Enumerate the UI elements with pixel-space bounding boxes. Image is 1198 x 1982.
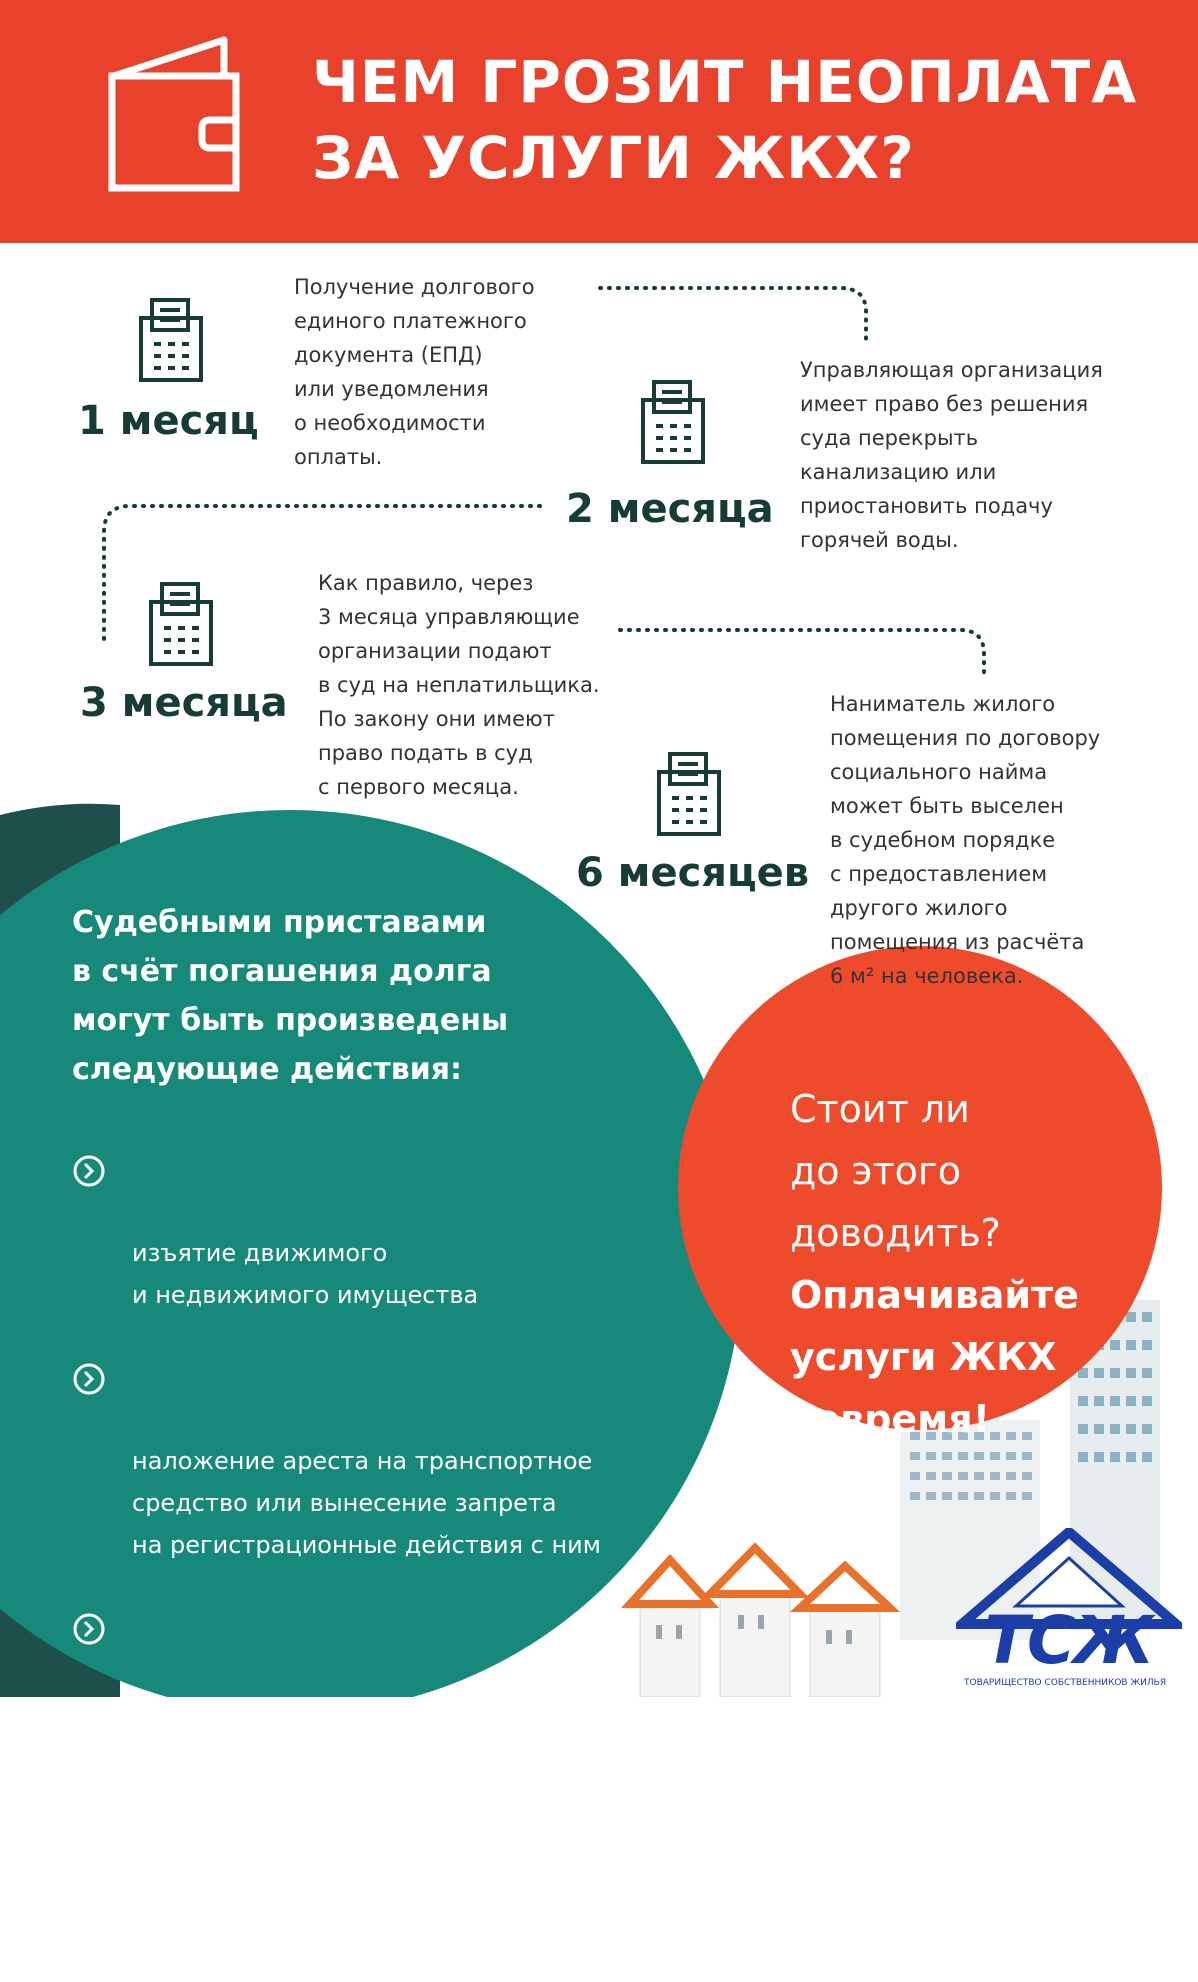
bailiff-action-text: в одностороннем порядке снятие денежных средств с банковских счетов xyxy=(132,1863,561,1975)
logo-text: ТСЖ xyxy=(984,1602,1153,1679)
period-1-month: 1 месяц xyxy=(78,398,259,444)
bailiff-action-item xyxy=(72,1772,712,1982)
cta-question: Стоит ли до этого доводить? xyxy=(790,1087,1001,1255)
document-icon xyxy=(148,582,214,668)
period-2-months: 2 месяца xyxy=(566,486,774,532)
logo-caption: ТОВАРИЩЕСТВО СОБСТВЕННИКОВ ЖИЛЬЯ xyxy=(964,1678,1167,1688)
cta-action: Оплачивайте услуги ЖКХ вовремя! xyxy=(790,1273,1079,1441)
period-3-description: Как правило, через 3 месяца управляющие организации подают в суд на неплатильщика. По закону они имеют право подать в суд с первого месяца. xyxy=(318,571,600,799)
document-icon xyxy=(640,380,706,466)
document-icon xyxy=(138,298,204,384)
arrow-circle-icon xyxy=(72,1154,106,1188)
title-line-2: ЗА УСЛУГИ ЖКХ? xyxy=(312,124,915,192)
title-line-1: ЧЕМ ГРОЗИТ НЕОПЛАТА xyxy=(312,48,1138,116)
period-1-description: Получение долгового единого платежного документа (ЕПД) или уведомления о необходимости оплаты. xyxy=(294,275,535,469)
period-2-description: Управляющая организация имеет право без решения суда перекрыть канализацию или приостановить подачу горячей воды. xyxy=(800,358,1103,552)
arrow-circle-icon xyxy=(72,1612,106,1646)
bailiff-action-item xyxy=(72,1606,712,1732)
bailiff-action-item xyxy=(72,1356,712,1566)
arrow-circle-icon xyxy=(72,1778,106,1812)
bailiff-action-text: ограничение выезда за границу xyxy=(132,1697,543,1725)
period-3-months: 3 месяца xyxy=(80,680,288,726)
period-6-description: Наниматель жилого помещения по договору социального найма может быть выселен в судебном порядке с предоставлением другого жилого помещения из расчёта 6 м² на человека. xyxy=(830,692,1101,988)
bailiff-action-text: наложение ареста на транспортное средство или вынесение запрета на регистрационные действия с ним xyxy=(132,1447,601,1559)
bailiff-actions-list xyxy=(72,1148,712,1982)
bailiff-action-text: изъятие движимого и недвижимого имущества xyxy=(132,1239,479,1309)
document-icon xyxy=(656,752,722,838)
bailiffs-intro: Судебными приставами в счёт погашения долга могут быть произведены следующие действия: xyxy=(72,905,509,1087)
period-6-months: 6 месяцев xyxy=(576,850,810,896)
bailiff-action-item xyxy=(72,1148,712,1316)
arrow-circle-icon xyxy=(72,1362,106,1396)
